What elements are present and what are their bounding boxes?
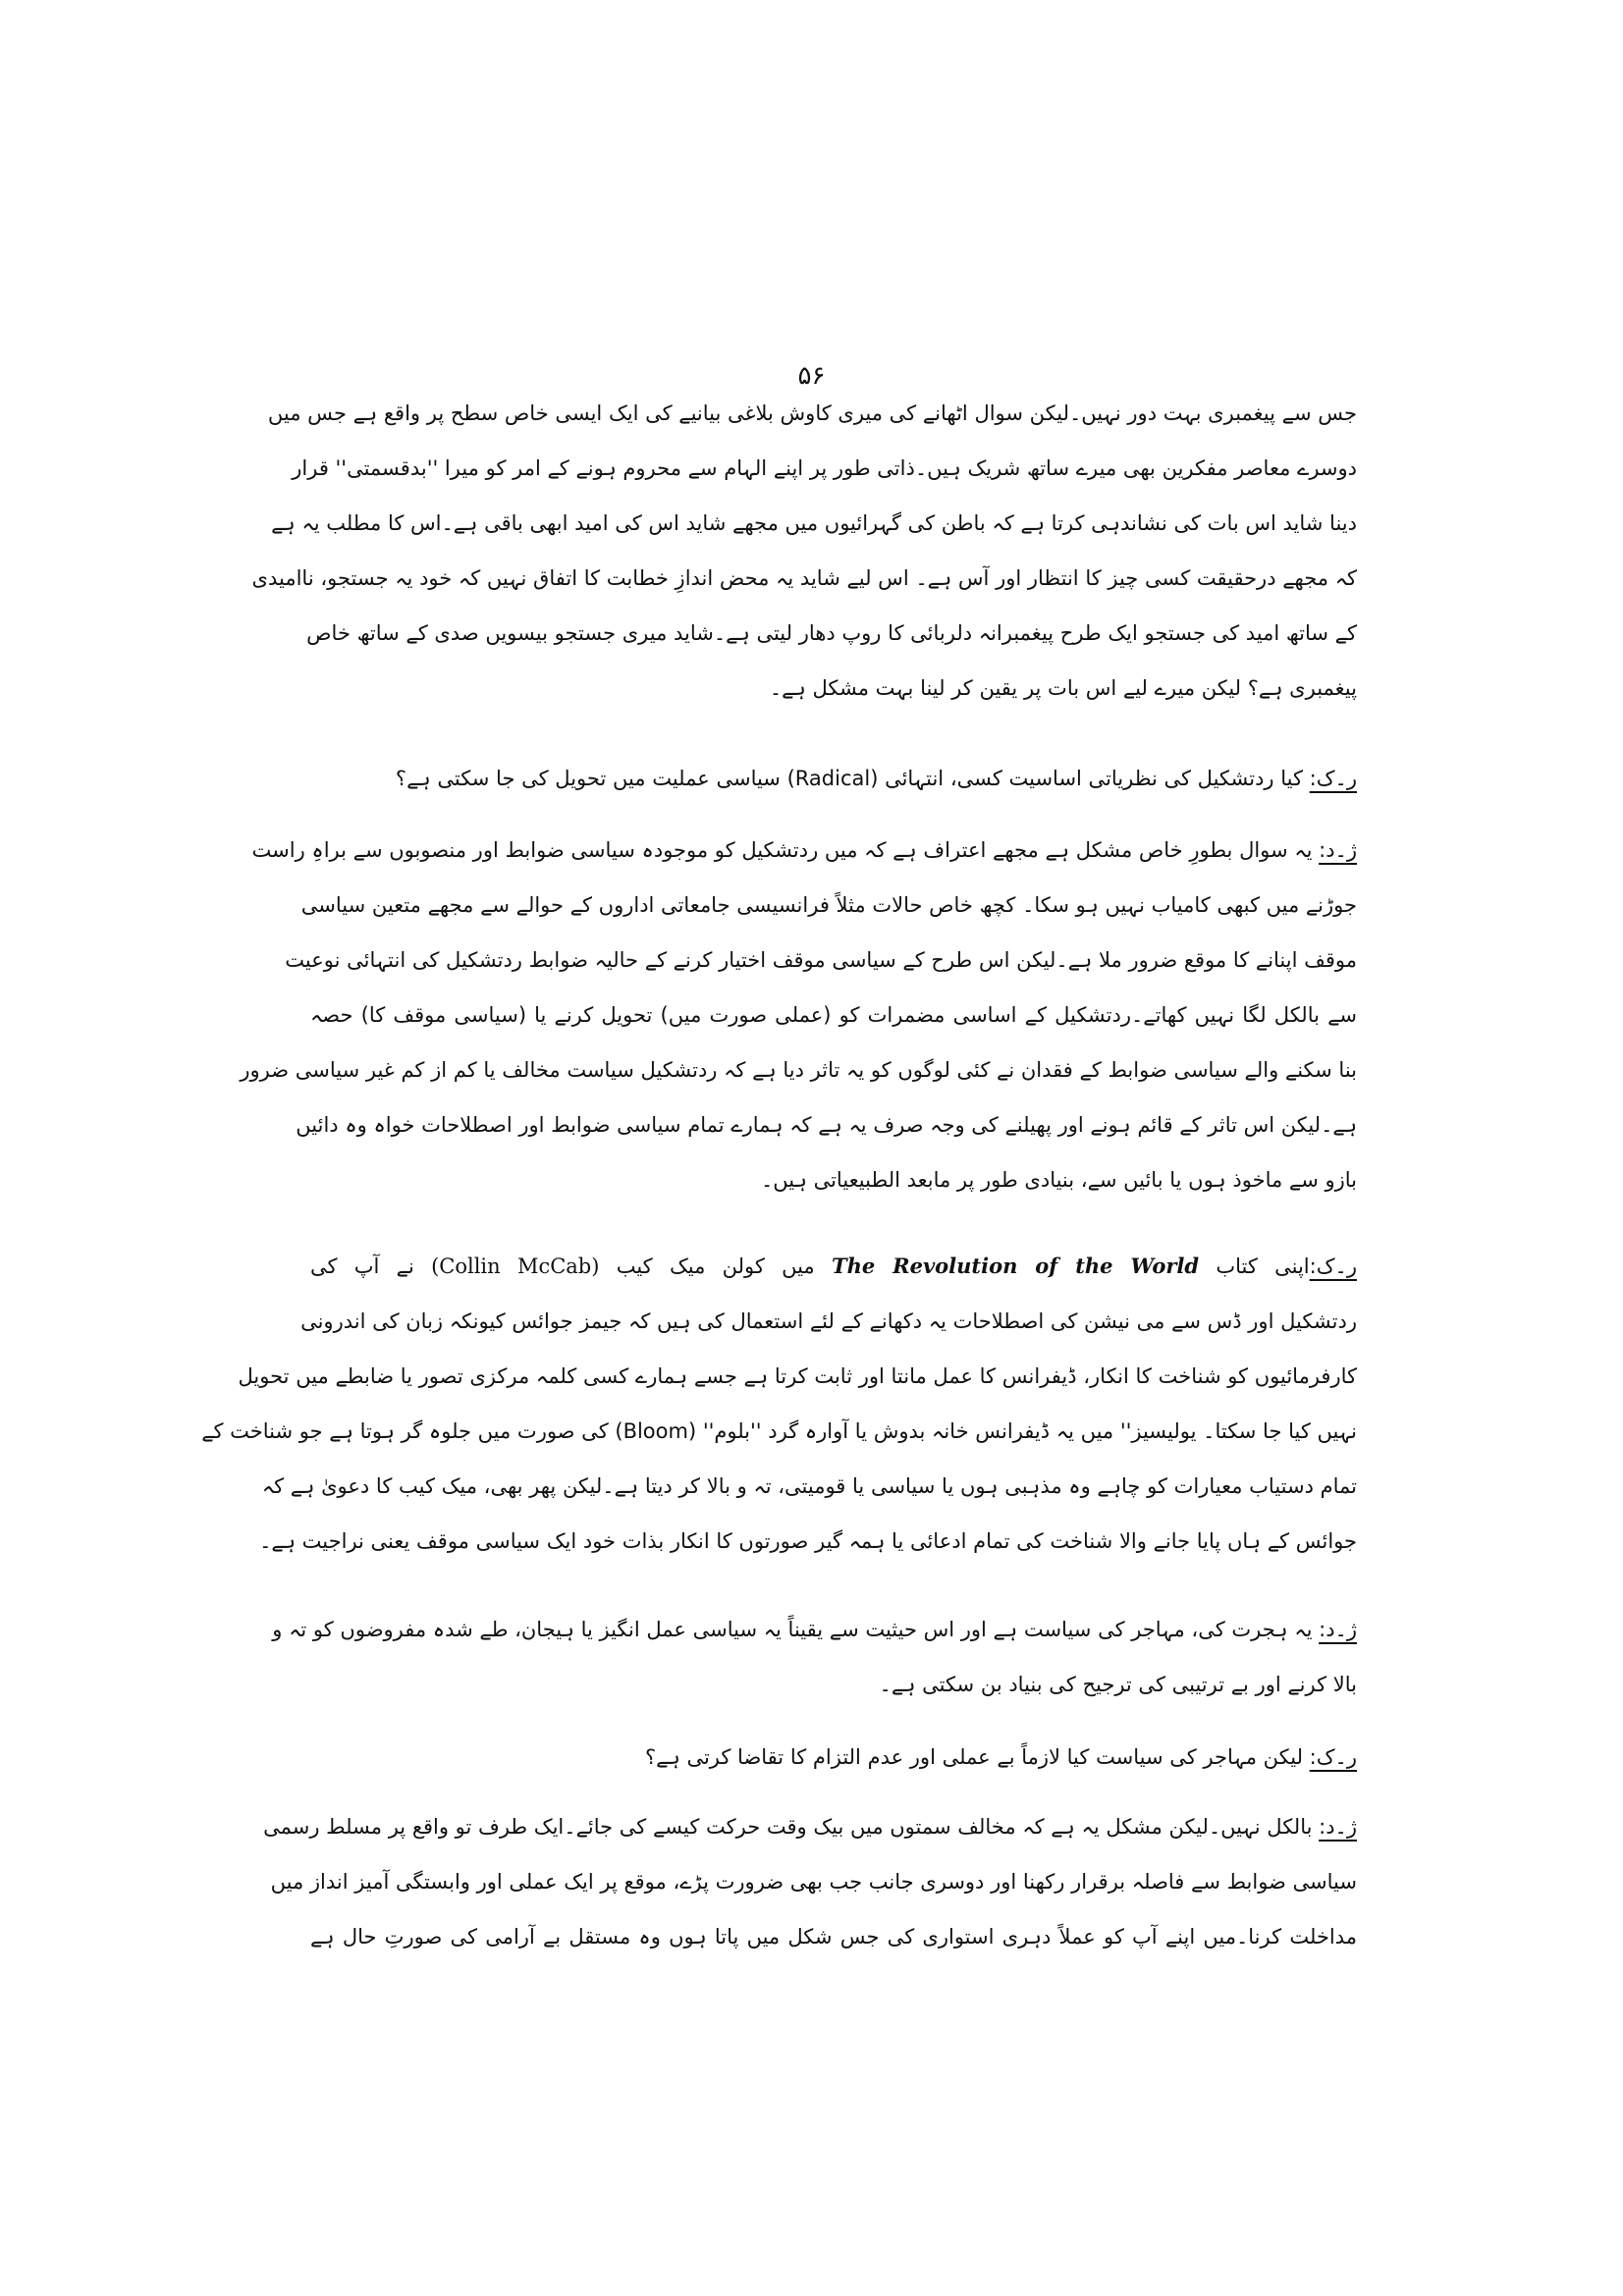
author-name: (Collin McCab) [431,1255,600,1278]
text-line [272,1602,1357,1657]
speaker-label: ژ۔د: [1319,1618,1357,1641]
speaker-label: ر۔ک: [1309,1255,1357,1278]
speaker-label: ژ۔د: [1319,838,1357,862]
paragraph-1 [251,386,1357,716]
text-line: بازو سے ماخوذ ہوں یا بائیں سے، بنیادی طور پر مابعد الطبیعیاتی ہیں۔ [760,1168,1357,1192]
text-line: نہیں کیا جا سکتا۔ یولیسیز'' میں یہ ڈیفرانس خانہ بدوش یا آوارہ گرد ''بلوم'' (Bloom) کی صورت میں جلوہ گر ہوتا ہے جو شناخت کے [201,1419,1357,1443]
text-line: سیاسی ضوابط سے فاصلہ برقرار رکھنا اور دوسری جانب جب بھی ضرورت پڑے، موقع پر ایک عملی اور وابستگی آمیز انداز میں [270,1870,1357,1894]
text-line: دینا شاید اس بات کی نشاندہی کرتا ہے کہ باطن کی گہرائیوں میں مجھے شاید اس کی امید ابھی باقی ہے۔اس کا مطلب یہ ہے [271,511,1357,535]
text-line [310,751,1357,806]
paragraph-6 [310,1730,1357,1785]
paragraph-4 [201,1239,1357,1569]
text-line [251,823,1357,878]
book-title: The Revolution of the World [831,1254,1200,1278]
text-line: بنا سکنے والے سیاسی ضوابط کے فقدان نے کئی لوگوں کو یہ تاثر دیا ہے کہ ردتشکیل سیاست مخالف یا کم از کم غیر سیاسی ضرور [240,1058,1357,1082]
question-text: کیا ردتشکیل کی نظریاتی اساسیت کسی، انتہائی (Radical) سیاسی عملیت میں تحویل کی جا سکتی ہے؟ [395,767,1303,790]
answer-text: یہ سوال بطورِ خاص مشکل ہے مجھے اعتراف ہے کہ میں ردتشکیل کو موجودہ سیاسی ضوابط اور منصوبوں سے براہِ راست [251,838,1313,862]
text-line: ہے۔لیکن اس تاثر کے قائم ہونے اور پھیلنے کی وجہ صرف یہ ہے کہ ہمارے تمام سیاسی ضوابط اور اصطلاحات خواہ وہ دائیں [296,1113,1357,1137]
text-line: جوائس کے ہاں پایا جانے والا شناخت کی تمام ادعائی یا ہمہ گیر صورتوں کا انکار بذات خود ایک سیاسی موقف یعنی نراجیت ہے۔ [259,1529,1357,1553]
text-line: ردتشکیل اور ڈس سے می نیشن کی اصطلاحات یہ دکھانے کے لئے استعمال کی ہیں کہ جیمز جوائس کیونکہ زبان کی اندرونی [300,1309,1357,1333]
text-line: موقف اپنانے کا موقع ضرور ملا ہے۔لیکن اس طرح کے سیاسی موقف اختیار کرنے کے حالیہ ضوابط ردتشکیل کی انتہائی نوعیت [285,948,1357,972]
page-number: ۵۶ [797,361,826,391]
speaker-label: ژ۔د: [1319,1815,1357,1839]
text-line: بالا کرنے اور بے ترتیبی کی ترجیح کی بنیاد بن سکتی ہے۔ [879,1673,1357,1696]
text-line: پیغمبری ہے؟ لیکن میرے لیے اس بات پر یقین کر لینا بہت مشکل ہے۔ [769,676,1357,700]
text-line: جس سے پیغمبری بہت دور نہیں۔لیکن سوال اٹھانے کی میری کاوش بلاغی بیانیے کی ایک ایسی خاص سطح پر واقع ہے جس میں [267,401,1357,425]
answer-text: بالکل نہیں۔لیکن مشکل یہ ہے کہ مخالف سمتوں میں بیک وقت حرکت کیسے کی جائے۔ایک طرف تو واقع پر مسلط رسمی [263,1815,1313,1839]
speaker-label: ر۔ک: [1309,1745,1357,1769]
paragraph-2 [310,751,1357,806]
answer-text: یہ ہجرت کی، مہاجر کی سیاست ہے اور اس حیثیت سے یقیناً یہ سیاسی عمل انگیز یا ہیجان، طے شدہ مفروضوں کو تہ و [272,1618,1313,1641]
text-line: کہ مجھے درحقیقت کسی چیز کا انتظار اور آس ہے۔ اس لیے شاید یہ محض اندازِ خطابت کا اتفاق نہیں کہ خود یہ جستجو، ناامیدی [251,566,1357,590]
paragraph-5 [272,1602,1357,1712]
text-line: کے ساتھ امید کی جستجو ایک طرح پیغمبرانہ دلربائی کا روپ دھار لیتی ہے۔شاید میری جستجو بیسویں صدی کے ساتھ خاص [306,621,1357,645]
text-line: دوسرے معاصر مفکرین بھی میرے ساتھ شریک ہیں۔ذاتی طور پر اپنے الہام سے محروم ہونے کے امر کو میرا ''بدقسمتی'' قرار [292,456,1357,480]
text-line [310,1730,1357,1785]
text-line: کارفرمائیوں کو شناخت کا انکار، ڈیفرانس کا عمل مانتا اور ثابت کرتا ہے جسے ہمارے کسی کلمہ مرکزی تصور یا ضابطے میں تحویل [238,1364,1357,1388]
text-line [263,1799,1357,1854]
text-line: سے بالکل لگا نہیں کھاتے۔ردتشکیل کے اساسی مضمرات کو (عملی صورت میں) تحویل کرنے یا (سیاسی موقف کا) حصہ [310,1003,1357,1027]
paragraph-3 [240,823,1357,1207]
paragraph-7 [263,1799,1357,1964]
text-line: ر۔ک:اپنی کتاب The Revolution of the World میں کولن میک کیب (Collin McCab) نے آپ کی [310,1254,1357,1278]
question-text: لیکن مہاجر کی سیاست کیا لازماً بے عملی اور عدم التزام کا تقاضا کرتی ہے؟ [645,1745,1303,1769]
text-line: جوڑنے میں کبھی کامیاب نہیں ہو سکا۔ کچھ خاص حالات مثلاً فرانسیسی جامعاتی اداروں کے حوالے سے مجھے متعین سیاسی [300,893,1357,917]
text-line: مداخلت کرنا۔میں اپنے آپ کو عملاً دہری استواری کی جس شکل میں پاتا ہوں وہ مستقل بے آرامی کی صورتِ حال ہے [310,1925,1357,1949]
text-line: تمام دستیاب معیارات کو چاہے وہ مذہبی ہوں یا سیاسی یا قومیتی، تہ و بالا کر دیتا ہے۔لیکن پھر بھی، میک کیب کا دعویٰ ہے کہ [261,1474,1357,1498]
speaker-label: ر۔ک: [1309,767,1357,790]
